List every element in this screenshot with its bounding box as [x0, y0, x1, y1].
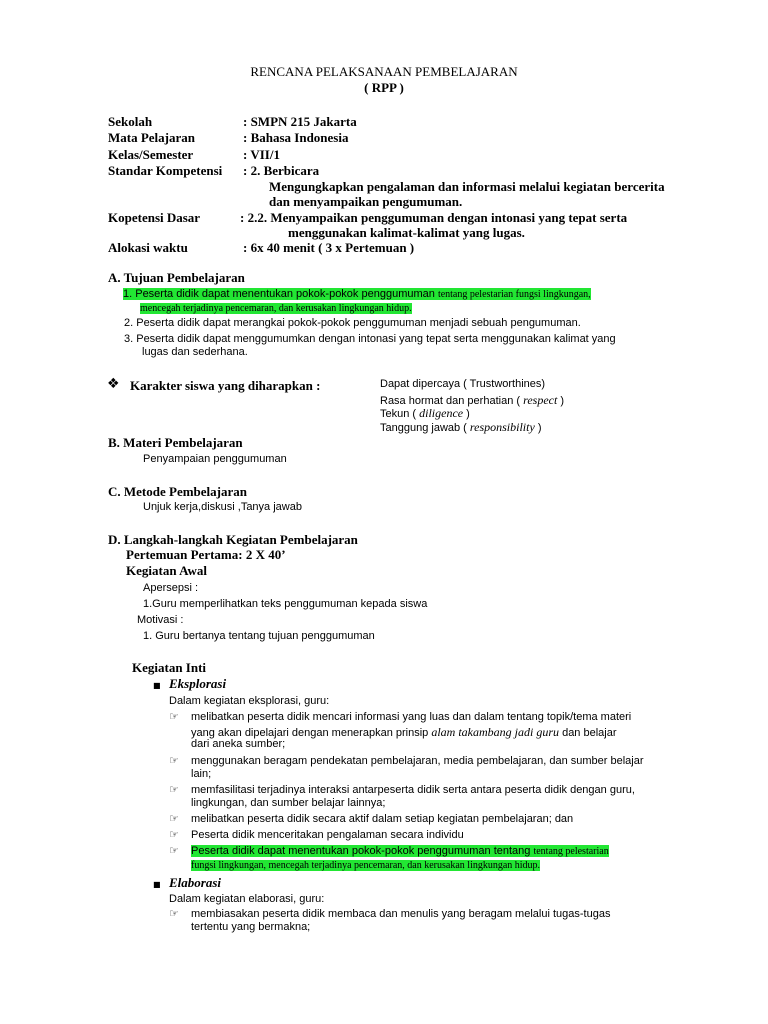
eksplorasi-item-6-cont: fungsi lingkungan, mencegah terjadinya pencemaran, dan kerusakan lingkungan hidup.: [191, 860, 541, 871]
value-kompetensi-dasar: : 2.2. Menyampaikan penggumuman dengan intonasi yang tepat serta: [240, 210, 628, 225]
label-mata-pelajaran: Mata Pelajaran: [108, 130, 196, 145]
label-alokasi-waktu: Alokasi waktu: [108, 240, 188, 255]
tujuan-item-1-small: tentang pelestarian fungsi lingkungan,: [437, 289, 591, 300]
karakter-item-1: Dapat dipercaya ( Trustworthines): [380, 378, 546, 390]
section-heading-materi: B. Materi Pembelajaran: [108, 435, 243, 450]
materi-text: Penyampaian penggumuman: [143, 453, 287, 465]
pointing-hand-icon: ☞: [169, 783, 179, 796]
pointing-hand-icon: ☞: [169, 907, 179, 920]
kegiatan-inti-heading: Kegiatan Inti: [132, 660, 207, 675]
pointing-hand-icon: ☞: [169, 754, 179, 767]
metode-text: Unjuk kerja,diskusi ,Tanya jawab: [143, 501, 302, 513]
eksplorasi-intro: Dalam kegiatan eksplorasi, guru:: [169, 695, 330, 707]
tujuan-item-3: 3. Peserta didik dapat menggumumkan dengan intonasi yang tepat serta menggunakan kalimat yang: [124, 333, 616, 345]
karakter-item-2: Rasa hormat dan perhatian ( respect ): [380, 393, 565, 407]
apersepsi-item: 1.Guru memperlihatkan teks penggumuman kepada siswa: [143, 598, 428, 610]
section-heading-langkah: D. Langkah-langkah Kegiatan Pembelajaran: [108, 532, 358, 547]
section-heading-metode: C. Metode Pembelajaran: [108, 484, 247, 499]
value-alokasi-waktu: : 6x 40 menit ( 3 x Pertemuan ): [243, 240, 415, 255]
eksplorasi-item-3-line-2: lingkungan, dan sumber belajar lainnya;: [191, 797, 386, 809]
karakter-item-3: Tekun ( diligence ): [380, 406, 470, 420]
label-standar-kompetensi: Standar Kompetensi: [108, 163, 223, 178]
tujuan-item-1-cont: mencegah terjadinya pencemaran, dan kerusakan lingkungan hidup.: [140, 303, 412, 314]
eksplorasi-item-1-line-1: melibatkan peserta didik mencari informasi yang luas dan dalam tentang topik/tema materi: [191, 711, 632, 723]
document-subtitle: ( RPP ): [364, 80, 404, 95]
value-mata-pelajaran: : Bahasa Indonesia: [243, 130, 349, 145]
tujuan-item-3-cont: lugas dan sederhana.: [142, 346, 248, 358]
document-title: RENCANA PELAKSANAAN PEMBELAJARAN: [250, 64, 518, 79]
value-kelas-semester: : VII/1: [243, 147, 280, 162]
elaborasi-intro: Dalam kegiatan elaborasi, guru:: [169, 893, 325, 905]
kompetensi-dasar-desc: menggunakan kalimat-kalimat yang lugas.: [288, 225, 525, 240]
eksplorasi-item-1-line-2: yang akan dipelajari dengan menerapkan prinsip alam takambang jadi guru dan belajar: [191, 725, 617, 739]
karakter-item-4: Tanggung jawab ( responsibility ): [380, 420, 542, 434]
eksplorasi-item-2-line-2: lain;: [191, 768, 212, 780]
diamond-bullet-icon: ❖: [107, 376, 120, 392]
pointing-hand-icon: ☞: [169, 828, 179, 841]
section-heading-tujuan: A. Tujuan Pembelajaran: [108, 270, 245, 285]
pointing-hand-icon: ☞: [169, 844, 179, 857]
label-kelas-semester: Kelas/Semester: [108, 147, 194, 162]
square-bullet-icon: ■: [153, 681, 161, 690]
eksplorasi-heading: Eksplorasi: [169, 676, 227, 691]
pointing-hand-icon: ☞: [169, 812, 179, 825]
elaborasi-heading: Elaborasi: [169, 875, 222, 890]
eksplorasi-item-5: Peserta didik menceritakan pengalaman secara individu: [191, 829, 464, 841]
pertemuan-heading: Pertemuan Pertama: 2 X 40’: [126, 547, 286, 562]
label-sekolah: Sekolah: [108, 114, 153, 129]
eksplorasi-item-4: melibatkan peserta didik secara aktif dalam setiap kegiatan pembelajaran; dan: [191, 813, 574, 825]
motivasi-label: Motivasi :: [137, 614, 184, 626]
standar-kompetensi-desc-1: Mengungkapkan pengalaman dan informasi melalui kegiatan bercerita: [269, 179, 665, 194]
eksplorasi-item-3-line-1: memfasilitasi terjadinya interaksi antarpeserta didik serta antara peserta didik dengan guru,: [191, 784, 635, 796]
kegiatan-awal-heading: Kegiatan Awal: [126, 563, 208, 578]
standar-kompetensi-desc-2: dan menyampaikan pengumuman.: [269, 194, 463, 209]
square-bullet-icon: ■: [153, 880, 161, 889]
elaborasi-item-1-line-2: tertentu yang bermakna;: [191, 921, 311, 933]
karakter-label: Karakter siswa yang diharapkan :: [130, 378, 321, 393]
tujuan-item-1: [123, 288, 591, 300]
elaborasi-item-1-line-1: membiasakan peserta didik membaca dan menulis yang beragam melalui tugas-tugas: [191, 908, 611, 920]
label-kompetensi-dasar: Kopetensi Dasar: [108, 210, 201, 225]
pointing-hand-icon: ☞: [169, 710, 179, 723]
tujuan-item-1-main: 1. Peserta didik dapat menentukan pokok-pokok penggumuman: [123, 288, 435, 300]
eksplorasi-item-6: Peserta didik dapat menentukan pokok-pokok penggumuman tentang tentang pelestarian: [191, 845, 609, 857]
eksplorasi-item-2-line-1: menggunakan beragam pendekatan pembelajaran, media pembelajaran, dan sumber belajar: [191, 755, 644, 767]
tujuan-item-2: 2. Peserta didik dapat merangkai pokok-pokok penggumuman menjadi sebuah pengumuman.: [124, 317, 581, 329]
value-sekolah: : SMPN 215 Jakarta: [243, 114, 357, 129]
value-standar-kompetensi: : 2. Berbicara: [243, 163, 320, 178]
eksplorasi-item-1-line-3: dari aneka sumber;: [191, 738, 286, 750]
apersepsi-label: Apersepsi :: [143, 582, 199, 594]
motivasi-item: 1. Guru bertanya tentang tujuan penggumuman: [143, 630, 375, 642]
